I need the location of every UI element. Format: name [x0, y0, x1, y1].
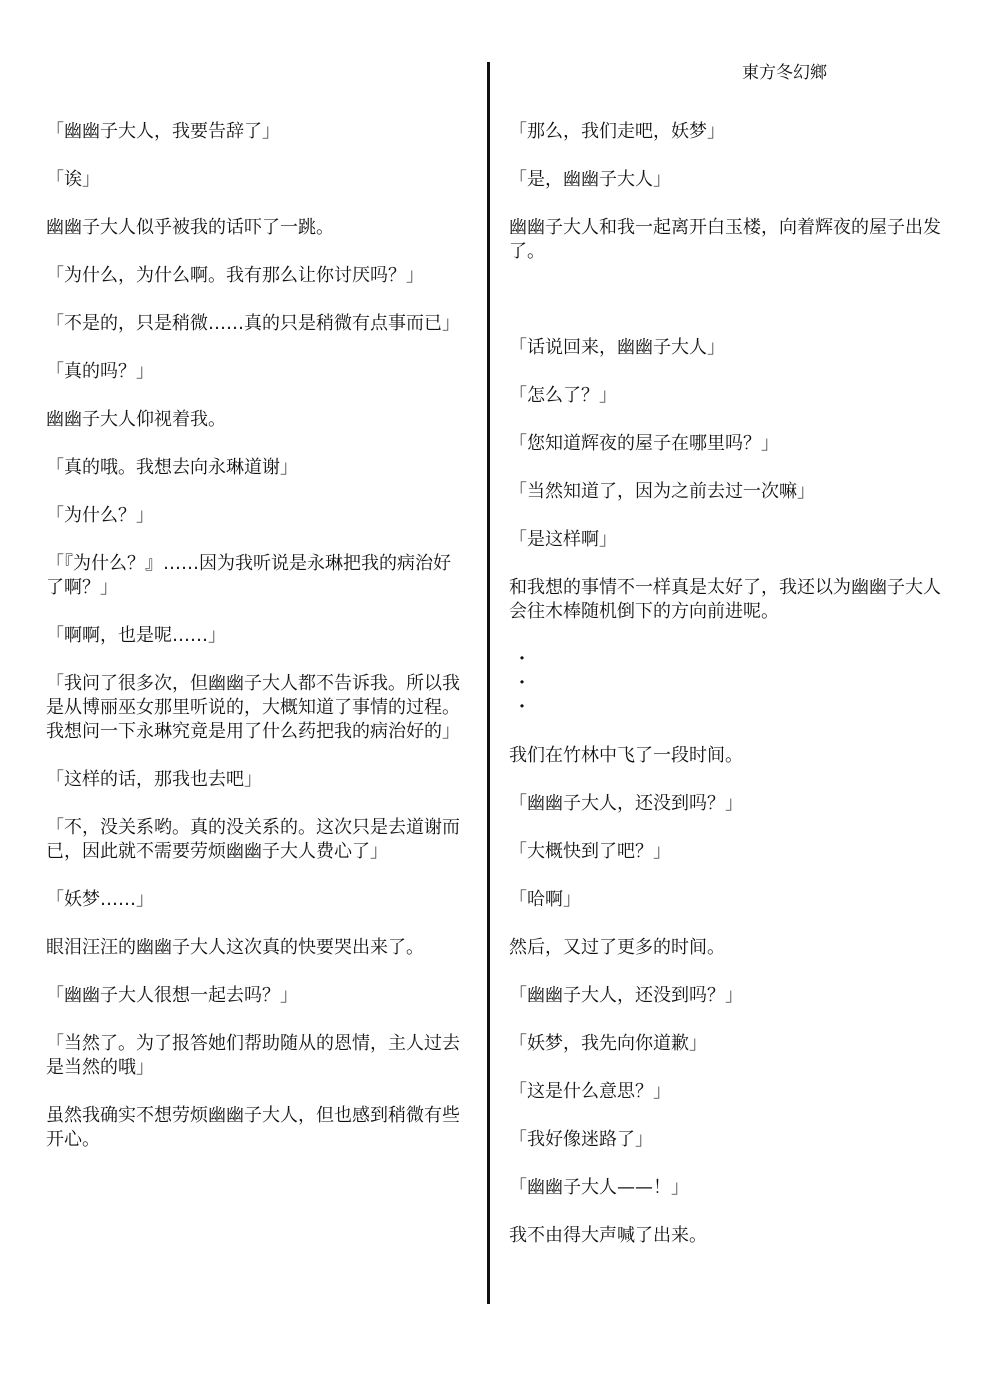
paragraph: 「诶」: [46, 169, 100, 190]
scene-break-dot: ・: [513, 649, 531, 670]
paragraph: 幽幽子大人和我一起离开白玉楼，向着辉夜的屋子出发了。: [509, 217, 941, 262]
left-column: [46, 120, 468, 1176]
paragraph: 虽然我确实不想劳烦幽幽子大人，但也感到稍微有些开心。: [46, 1105, 460, 1150]
scene-break-dot: ・: [513, 697, 531, 718]
paragraph: 「啊啊，也是呢……」: [46, 625, 226, 646]
paragraph: 「话说回来，幽幽子大人」: [509, 337, 725, 358]
paragraph: 「妖梦……」: [46, 889, 154, 910]
paragraph: 我不由得大声喊了出来。: [509, 1225, 707, 1246]
right-column: [509, 120, 953, 1272]
paragraph: 「幽幽子大人很想一起去吗？」: [46, 985, 298, 1006]
paragraph: 「哈啊」: [509, 889, 581, 910]
paragraph: 我们在竹林中飞了一段时间。: [509, 745, 743, 766]
paragraph: 「这是什么意思？」: [509, 1081, 671, 1102]
paragraph: 「为什么，为什么啊。我有那么让你讨厌吗？」: [46, 265, 424, 286]
paragraph: 「我好像迷路了」: [509, 1129, 653, 1150]
column-divider: [487, 62, 490, 1304]
paragraph: 和我想的事情不一样真是太好了，我还以为幽幽子大人会往木棒随机倒下的方向前进呢。: [509, 577, 941, 622]
paragraph: 「怎么了？」: [509, 385, 617, 406]
paragraph: 「真的吗？」: [46, 361, 154, 382]
paragraph: 「妖梦，我先向你道歉」: [509, 1033, 707, 1054]
scene-break-dot: ・: [513, 673, 531, 694]
paragraph: 「大概快到了吧？」: [509, 841, 671, 862]
paragraph: 「您知道辉夜的屋子在哪里吗？」: [509, 433, 779, 454]
paragraph: 「幽幽子大人，还没到吗？」: [509, 793, 743, 814]
paragraph: 「当然知道了，因为之前去过一次嘛」: [509, 481, 815, 502]
paragraph: 「是这样啊」: [509, 529, 617, 550]
paragraph: 幽幽子大人似乎被我的话吓了一跳。: [46, 217, 334, 238]
paragraph: 然后，又过了更多的时间。: [509, 937, 725, 958]
paragraph: 「是，幽幽子大人」: [509, 169, 671, 190]
paragraph: 「幽幽子大人——！」: [509, 1177, 689, 1198]
paragraph: 幽幽子大人仰视着我。: [46, 409, 226, 430]
paragraph: 「幽幽子大人，还没到吗？」: [509, 985, 743, 1006]
paragraph: 「幽幽子大人，我要告辞了」: [46, 121, 280, 142]
page-header-title: 東方冬幻鄉: [742, 63, 827, 83]
paragraph: 「这样的话，那我也去吧」: [46, 769, 262, 790]
paragraph: 「『为什么？』……因为我听说是永琳把我的病治好了啊？」: [46, 553, 451, 598]
paragraph: 「那么，我们走吧，妖梦」: [509, 121, 725, 142]
paragraph: 「当然了。为了报答她们帮助随从的恩情，主人过去是当然的哦」: [46, 1033, 460, 1078]
paragraph: 「真的哦。我想去向永琳道谢」: [46, 457, 298, 478]
paragraph: 「为什么？」: [46, 505, 154, 526]
paragraph: 眼泪汪汪的幽幽子大人这次真的快要哭出来了。: [46, 937, 424, 958]
paragraph: 「我问了很多次，但幽幽子大人都不告诉我。所以我是从博丽巫女那里听说的，大概知道了事情的过程。我想问一下永琳究竟是用了什么药把我的病治好的」: [46, 673, 460, 742]
paragraph: 「不，没关系哟。真的没关系的。这次只是去道谢而已，因此就不需要劳烦幽幽子大人费心了」: [46, 817, 460, 862]
paragraph: 「不是的，只是稍微……真的只是稍微有点事而已」: [46, 313, 460, 334]
